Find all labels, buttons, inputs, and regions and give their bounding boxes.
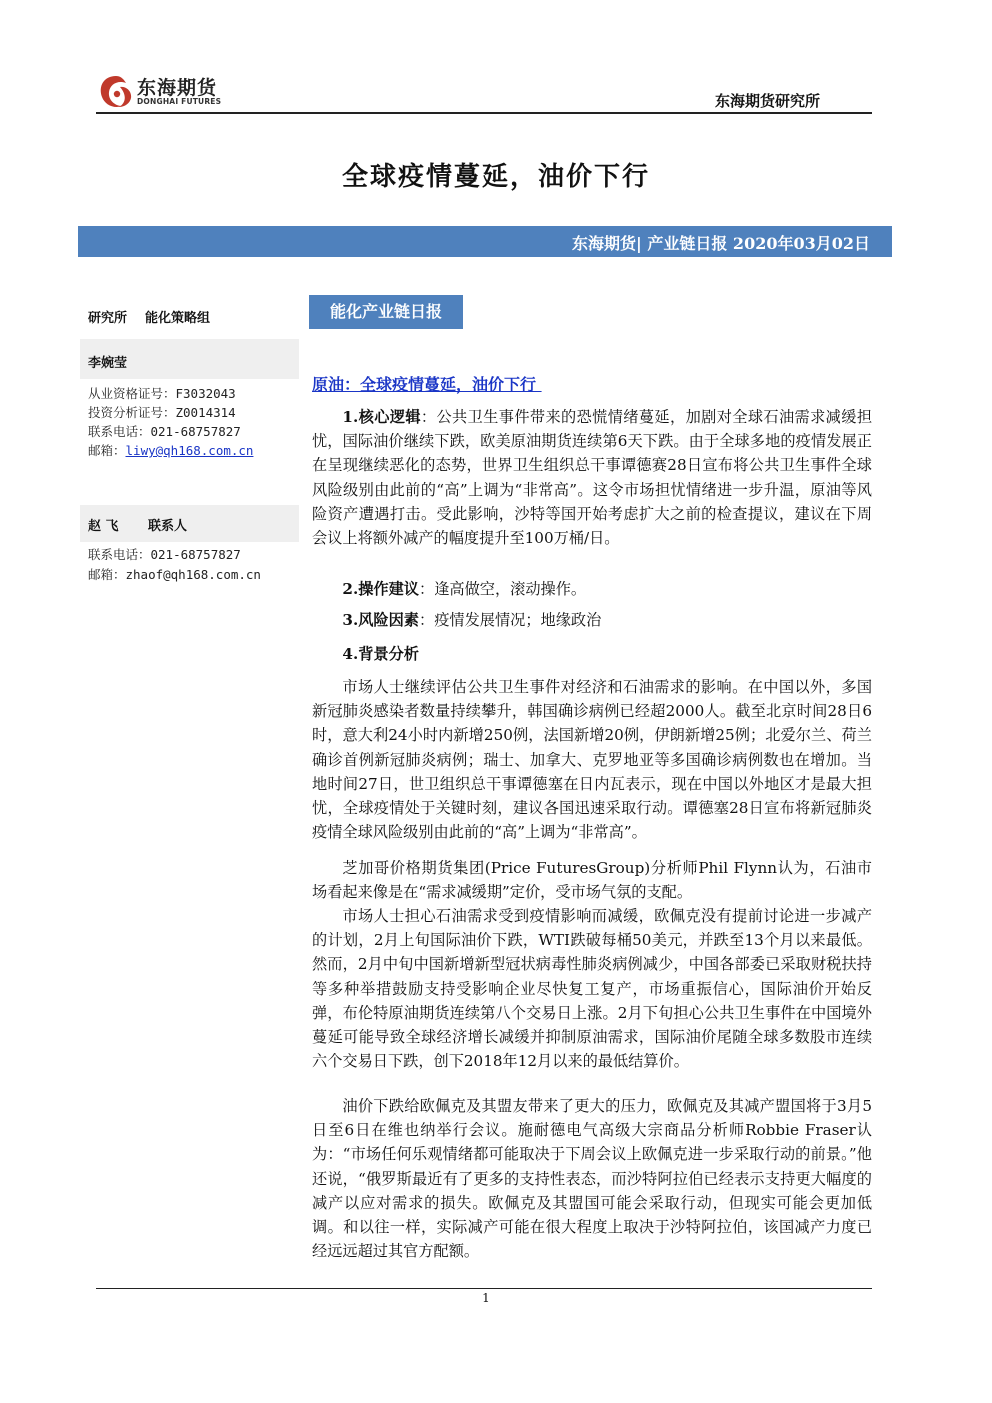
background-paragraph-2: 芝加哥价格期货集团(Price FuturesGroup)分析师Phil Flynn认为，石油市场看起来像是在“需求减缓期”定价，受市场气氛的支配。 <box>312 859 872 902</box>
author-invest-cert: 投资分析证号：Z0014314 <box>88 405 236 420</box>
core-logic-paragraph <box>312 405 872 550</box>
risk-heading: 3.风险因素 <box>342 611 419 629</box>
contact-role: 联系人 <box>148 519 188 534</box>
background-heading: 4.背景分析 <box>342 645 419 663</box>
risk-text: ：疫情发展情况；地缘政治 <box>419 611 602 629</box>
report-title: 全球疫情蔓延，油价下行 <box>341 162 650 192</box>
contact-name: 赵 飞 <box>88 519 119 534</box>
institute-name: 东海期货研究所 <box>714 92 820 110</box>
background-paragraph-4: 油价下跌给欧佩克及其盟友带来了更大的压力，欧佩克及其减产盟国将于3月5日至6日在维也纳举行会议。施耐德电气高级大宗商品分析师Robbie Fraser认为：“市场任何乐观情绪都可能取决于下周会议上欧佩克进一步采取行动的前景。”他还说，“俄罗斯最近有了更多的支持性表态，而沙特阿拉伯已经表示支持更大幅度的减产以应对需求的损失。欧佩克及其盟国可能会采取行动，但现实可能会更加低调。和以往一样，实际减产可能在很大程度上取决于沙特阿拉伯，该国减产力度已经远远超过其官方配额。 <box>312 1097 872 1261</box>
author-qualification: 从业资格证号：F3032043 <box>88 386 236 401</box>
author-email-line <box>88 441 253 459</box>
background-paragraph-3: 市场人士担心石油需求受到疫情影响而减缓，欧佩克没有提前讨论进一步减产的计划，2月上旬国际油价下跌，WTI跌破每桶50美元，并跌至13个月以来最低。然而，2月中旬中国新增新型冠状病毒性肺炎病例减少，中国各部委已采取财税扶持等多种举措鼓励支持受影响企业尽快复工复产，市场重振信心，国际油价开始反弹，布伦特原油期货连续第八个交易日上涨。2月下旬担心公共卫生事件在中国境外蔓延可能导致全球经济增长减缓并抑制原油需求，国际油价尾随全球多数股市连续六个交易日下跌，创下2018年12月以来的最低结算价。 <box>312 907 872 1071</box>
report-banner <box>78 226 892 257</box>
page-number: 1 <box>482 1291 490 1305</box>
sidebar-dept: 研究所 <box>88 311 128 326</box>
author-phone: 联系电话：021-68757827 <box>88 424 241 439</box>
author-name: 李婉莹 <box>88 356 128 371</box>
section-tag: 能化产业链日报 <box>309 295 463 329</box>
background-paragraph-1: 市场人士继续评估公共卫生事件对经济和石油需求的影响。在中国以外，多国新冠肺炎感染者数量持续攀升，韩国确诊病例已经超2000人。截至北京时间28日6时，意大利24小时内新增250例，法国新增20例，伊朗新增25例；北爱尔兰、荷兰确诊首例新冠肺炎病例；瑞士、加拿大、克罗地亚等多国确诊病例数也在增加。当地时间27日，世卫组织总干事谭德塞在日内瓦表示，现在中国以外地区才是最大担忧，全球疫情处于关键时刻，建议各国迅速采取行动。谭德塞28日宣布将新冠肺炎疫情全球风险级别由此前的“高”上调为“非常高”。 <box>312 678 872 842</box>
core-logic-heading: 1.核心逻辑 <box>342 408 421 426</box>
logo-subtext: DONGHAI FUTURES <box>137 97 222 106</box>
sidebar-team: 能化策略组 <box>145 311 211 326</box>
header-divider <box>96 112 872 114</box>
footer-divider <box>96 1288 872 1289</box>
advice-paragraph <box>312 577 872 601</box>
section-title-link[interactable]: 原油：全球疫情蔓延，油价下行 <box>312 375 542 394</box>
contact-phone: 联系电话：021-68757827 <box>88 547 241 562</box>
author-email-link[interactable]: liwy@qh168.com.cn <box>125 443 254 458</box>
contact-email: 邮箱：zhaof@qh168.com.cn <box>88 567 261 582</box>
risk-paragraph <box>312 608 872 632</box>
advice-heading: 2.操作建议 <box>342 580 419 598</box>
advice-text: ：逢高做空，滚动操作。 <box>419 580 587 598</box>
logo-text: 东海期货 <box>137 77 218 99</box>
email-label: 邮箱： <box>88 443 126 458</box>
core-logic-text: ：公共卫生事件带来的恐慌情绪蔓延，加剧对全球石油需求减缓担忧，国际油价继续下跌，欧美原油期货连续第6天下跌。由于全球多地的疫情发展正在呈现继续恶化的态势，世界卫生组织总干事谭德赛28日宣布将公共卫生事件全球风险级别由此前的“高”上调为“非常高”。这令市场担忧情绪进一步升温，原油等风险资产遭遇打击。受此影响，沙特等国开始考虑扩大之前的检查提议，建议在下周会议上将额外减产的幅度提升至100万桶/日。 <box>312 408 873 548</box>
banner-text: 东海期货| 产业链日报 2020年03月02日 <box>571 234 870 253</box>
